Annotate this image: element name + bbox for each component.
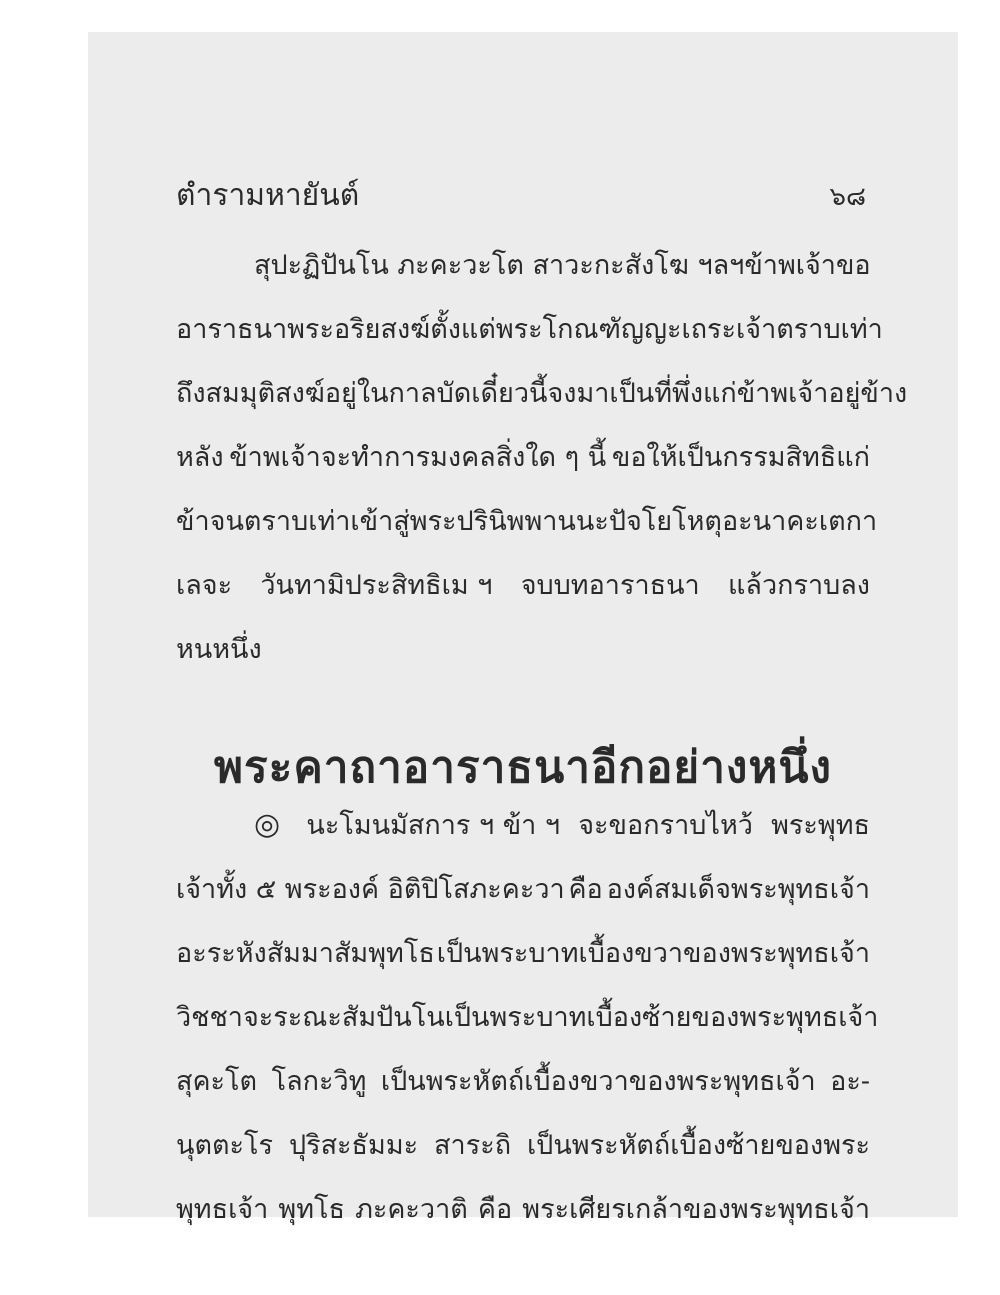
running-header-title: ตำรามหายันต์ [176, 178, 360, 213]
text-segment: หนหนึ่ง [176, 633, 262, 665]
text-segment: เป็นพระบาทเบื้องขวาของพระพุทธเจ้า [436, 937, 870, 969]
paragraph-1 [176, 232, 908, 680]
text-segment: สุคะโต [176, 1065, 258, 1097]
text-segment: นะโมนมัสการ ฯ ข้า ฯ [306, 809, 561, 841]
text-segment: โลกะวิทู [271, 1065, 367, 1097]
text-line [176, 920, 870, 984]
text-segment: อะ- [830, 1065, 870, 1097]
text-segment: วิชชาจะระณะสัมปันโน [176, 1001, 445, 1033]
text-segment: จบบทอาราธนา [520, 569, 700, 601]
text-segment: นะปัจโยโหตุ [575, 505, 722, 537]
text-line [176, 792, 870, 856]
text-line [176, 296, 883, 360]
text-segment: เลจะ [176, 569, 233, 601]
page-sheet [88, 32, 958, 1225]
text-segment: จงมาเป็นที่พึ่งแก่ข้าพเจ้าอยู่ข้าง [547, 377, 908, 409]
text-segment: แล้วกราบลง [728, 569, 870, 601]
text-segment: อะนาคะเตกา [721, 505, 878, 537]
text-segment: ขอให้เป็นกรรมสิทธิแก่ [611, 441, 870, 473]
text-line [176, 1112, 870, 1176]
text-line [176, 984, 879, 1048]
text-line [176, 856, 870, 920]
text-segment: เป็นพระบาทเบื้องซ้ายของพระพุทธเจ้า [444, 1001, 879, 1033]
text-segment: หลัง [176, 441, 224, 473]
text-segment: ตั้งแต่พระโกณฑัญญะเถระเจ้า [430, 313, 777, 345]
text-line [176, 232, 870, 296]
text-line [176, 360, 908, 424]
text-segment: องค์สมเด็จพระพุทธเจ้า [606, 873, 870, 905]
text-segment: ข้าจนตราบเท่าเข้าสู่พระปรินิพพาน [176, 505, 576, 537]
paragraph-2 [176, 792, 879, 1240]
text-segment: วันทามิประสิทธิเม ฯ [260, 569, 493, 601]
text-segment: พระพุทธ [771, 809, 870, 841]
text-segment: เจ้าทั้ง ๕ พระองค์ อิติปิโสภะคะวา [176, 873, 565, 905]
text-segment: คือ [477, 1193, 513, 1225]
text-line [176, 616, 870, 680]
text-segment: อาราธนาพระอริยสงฆ์ [176, 313, 431, 345]
text-segment: ตราบเท่า [776, 313, 883, 345]
bullseye-icon: ◎ [254, 806, 281, 842]
text-segment: พุทโธ [278, 1193, 345, 1225]
text-segment: คือ [568, 873, 603, 905]
text-segment: ข้าพเจ้าจะทำการมงคลสิ่งใด ๆ นี้ [229, 441, 607, 473]
section-heading: พระคาถาอาราธนาอีกอย่างหนึ่ง [214, 742, 832, 793]
text-segment: เป็นพระหัตถ์เบื้องซ้ายของพระ [526, 1129, 870, 1161]
text-line [176, 488, 878, 552]
text-segment: นุตตะโร [176, 1129, 274, 1161]
text-segment: สุปะฏิปันโน ภะคะวะโต สาวะกะสังโฆ ฯลฯ [254, 249, 745, 281]
text-segment: พระเศียรเกล้าของพระพุทธเจ้า [522, 1193, 870, 1225]
text-segment: ปุริสะธัมมะ [288, 1129, 419, 1161]
text-line [176, 424, 870, 488]
text-segment: ข้าพเจ้าขอ [744, 249, 871, 281]
text-segment: ภะคะวาติ [355, 1193, 468, 1225]
text-segment: อะระหังสัมมาสัมพุทโธ [176, 937, 435, 969]
text-line [176, 1176, 870, 1240]
text-line [176, 552, 870, 616]
text-segment: จะขอกราบไหว้ [578, 809, 753, 841]
page-number: ๖๘ [829, 182, 866, 212]
text-segment: สาระถิ [434, 1129, 512, 1161]
text-segment: เป็นพระหัตถ์เบื้องขวาของพระพุทธเจ้า [380, 1065, 816, 1097]
text-segment: พุทธเจ้า [176, 1193, 269, 1225]
text-segment: ถึงสมมุติสงฆ์อยู่ในกาลบัดเดี๋ยวนี้ [176, 377, 548, 409]
text-line [176, 1048, 870, 1112]
